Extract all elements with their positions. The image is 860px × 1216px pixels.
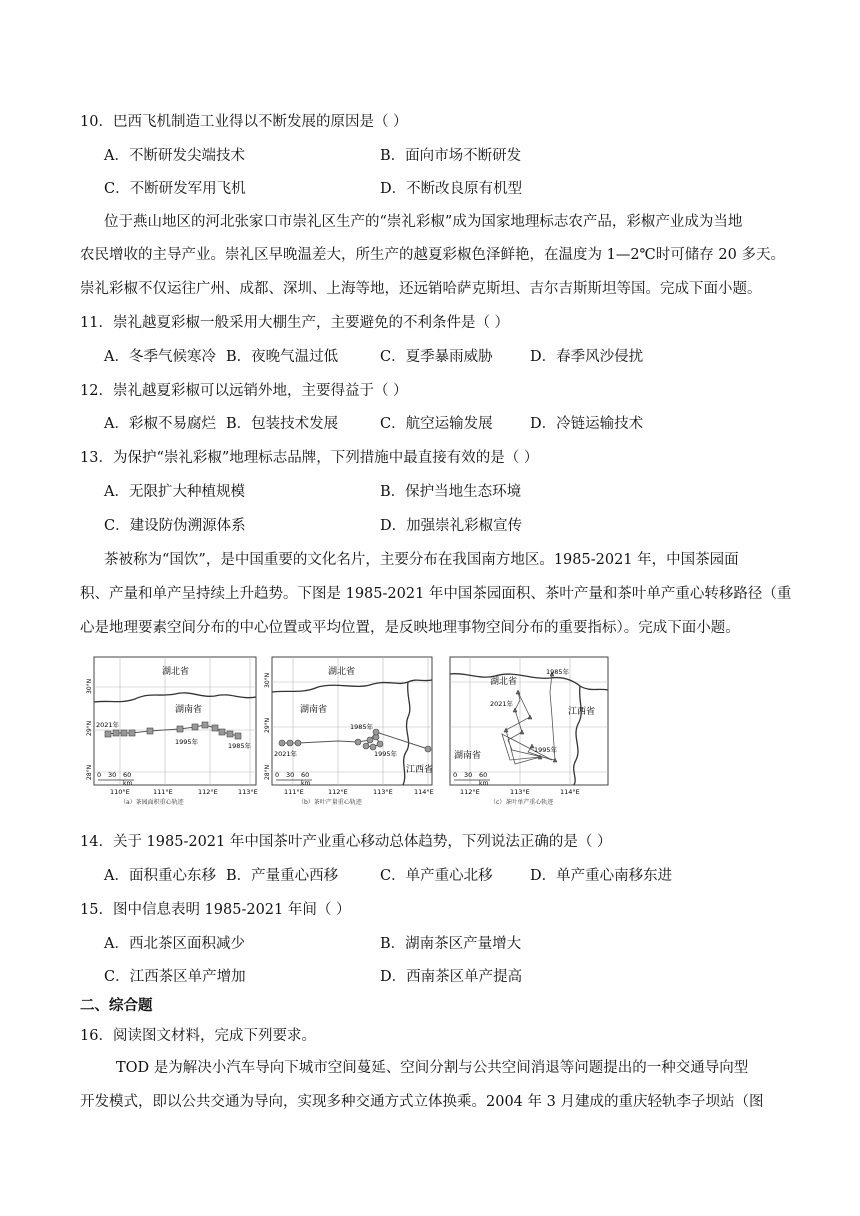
lat-29: 29°N [86, 720, 93, 736]
label-hubei: 湖北省 [162, 667, 190, 677]
q10-option-a: A．不断研发尖端技术 [104, 148, 245, 164]
q13-option-d: D．加强崇礼彩椒宣传 [380, 518, 523, 534]
passage1-line3: 崇礼彩椒不仅运往广州、成都、深圳、上海等地，还远销哈萨克斯坦、吉尔吉斯斯坦等国。完成下面小题。 [80, 281, 762, 297]
q12-option-a: A．彩椒不易腐烂 [104, 416, 216, 432]
q10-option-d: D．不断改良原有机型 [380, 181, 523, 197]
svg-text:0: 0 [275, 771, 280, 779]
q15-option-a: A．西北茶区面积减少 [104, 936, 245, 952]
label-hunan: 湖南省 [454, 751, 482, 761]
q15-option-b: B．湖南茶区产量增大 [380, 936, 522, 952]
label-1985: 1985年 [228, 742, 252, 750]
map-caption-b: （b）茶叶产量重心轨迹 [298, 799, 362, 806]
lon-1: 112°E [460, 788, 480, 796]
map-caption-c: （c）茶叶单产重心轨迹 [490, 799, 554, 806]
lon-2: 113°E [510, 788, 530, 796]
label-2021: 2021年 [490, 700, 514, 708]
passage2-line3: 心是地理要素空间分布的中心位置或平均位置，是反映地理事物空间分布的重要指标）。完成下面小题。 [80, 620, 740, 636]
lon-1: 111°E [284, 788, 304, 796]
map-caption-a: （a）茶园面积重心轨迹 [120, 799, 184, 806]
q11-option-b: B．夜晚气温过低 [226, 349, 339, 365]
q13-option-b: B．保护当地生态环境 [380, 484, 522, 500]
lon-4: 114°E [414, 788, 434, 796]
lat-30: 30°N [264, 672, 271, 688]
q13-stem: 13．为保护“崇礼彩椒”地理标志品牌，下列措施中最直接有效的是（ ） [80, 450, 539, 466]
q14-option-b: B．产量重心西移 [226, 868, 339, 884]
lon-2: 111°E [153, 788, 173, 796]
section-heading: 二、综合题 [80, 998, 153, 1014]
q11-option-a: A．冬季气候寒冷 [104, 349, 216, 365]
q14-stem: 14．关于 1985-2021 年中国茶叶产业重心移动总体趋势，下列说法正确的是（ ） [80, 834, 612, 850]
label-1985: 1985年 [546, 668, 570, 676]
passage2-line1: 茶被称为“国饮”，是中国重要的文化名片，主要分布在我国南方地区。1985-2021 年，中国茶园面 [104, 552, 739, 568]
label-hunan: 湖南省 [175, 705, 203, 715]
svg-text:30: 30 [108, 771, 117, 779]
svg-text:0: 0 [453, 771, 458, 779]
label-1985: 1985年 [350, 723, 374, 731]
q10-stem: 10．巴西飞机制造工业得以不断发展的原因是（ ） [80, 114, 408, 130]
svg-text:60: 60 [479, 771, 488, 779]
q10-option-c: C．不断研发军用飞机 [104, 181, 246, 197]
map-panel-yield [440, 652, 620, 808]
label-1995: 1995年 [374, 750, 398, 758]
label-2021: 2021年 [274, 750, 298, 758]
svg-text:0: 0 [97, 771, 102, 779]
q11-option-c: C．夏季暴雨威胁 [380, 349, 493, 365]
q15-stem: 15．图中信息表明 1985-2021 年间（ ） [80, 902, 351, 918]
lat-29: 29°N [264, 717, 271, 733]
svg-text:60: 60 [123, 771, 132, 779]
label-1995: 1995年 [534, 746, 558, 754]
label-2021: 2021年 [96, 721, 120, 729]
lat-28: 28°N [86, 764, 93, 780]
passage1-line1: 位于燕山地区的河北张家口市崇礼区生产的“崇礼彩椒”成为国家地理标志农产品，彩椒产业成为当地 [104, 214, 743, 230]
q11-stem: 11．崇礼越夏彩椒一般采用大棚生产，主要避免的不利条件是（ ） [80, 315, 510, 331]
q12-option-c: C．航空运输发展 [380, 416, 493, 432]
q11-option-d: D．春季风沙侵扰 [530, 349, 644, 365]
q15-option-d: D．西南茶区单产提高 [380, 969, 523, 985]
label-hubei: 湖北省 [490, 677, 518, 687]
map-panel-area [80, 652, 260, 808]
q15-option-c: C．江西茶区单产增加 [104, 969, 246, 985]
label-hubei: 湖北省 [328, 667, 356, 677]
q12-option-d: D．冷链运输技术 [530, 416, 644, 432]
lon-3: 114°E [560, 788, 580, 796]
q16-line1: TOD 是为解决小汽车导向下城市空间蔓延、空间分割与公共空间消退等问题提出的一种交通导向型 [116, 1060, 749, 1076]
svg-text:km: km [123, 780, 133, 787]
label-jiangxi: 江西省 [406, 765, 434, 775]
q14-option-a: A．面积重心东移 [104, 868, 216, 884]
q10-option-b: B．面向市场不断研发 [380, 148, 522, 164]
lon-2: 112°E [328, 788, 348, 796]
lon-3: 112°E [198, 788, 218, 796]
q13-option-c: C．建设防伪溯源体系 [104, 518, 246, 534]
label-1995: 1995年 [175, 738, 199, 746]
svg-text:30: 30 [286, 771, 295, 779]
svg-text:60: 60 [301, 771, 310, 779]
lon-1: 110°E [110, 788, 130, 796]
passage1-line2: 农民增收的主导产业。崇礼区早晚温差大，所生产的越夏彩椒色泽鲜艳，在温度为 1—2℃时可储存 20 多天。 [80, 247, 785, 263]
lat-28: 28°N [264, 764, 271, 780]
svg-text:km: km [479, 780, 489, 787]
q12-option-b: B．包装技术发展 [226, 416, 339, 432]
passage2-line2: 积、产量和单产呈持续上升趋势。下图是 1985-2021 年中国茶园面积、茶叶产量和茶叶单产重心转移路径（重 [80, 586, 792, 602]
q16-line2: 开发模式，即以公共交通为导向，实现多种交通方式立体换乘。2004 年 3 月建成的重庆轻轨李子坝站（图 [80, 1094, 764, 1110]
map-panel-output [258, 652, 438, 808]
lon-3: 113°E [373, 788, 393, 796]
lat-30: 30°N [86, 678, 93, 694]
svg-text:km: km [301, 780, 311, 787]
lon-4: 113°E [238, 788, 258, 796]
label-jiangxi: 江西省 [568, 707, 596, 717]
q14-option-c: C．单产重心北移 [380, 868, 493, 884]
svg-text:30: 30 [464, 771, 473, 779]
q16-stem: 16．阅读图文材料，完成下列要求。 [80, 1028, 316, 1044]
q14-option-d: D．单产重心南移东进 [530, 868, 673, 884]
label-hunan: 湖南省 [300, 705, 328, 715]
q13-option-a: A．无限扩大种植规模 [104, 484, 245, 500]
q12-stem: 12．崇礼越夏彩椒可以远销外地，主要得益于（ ） [80, 383, 408, 399]
